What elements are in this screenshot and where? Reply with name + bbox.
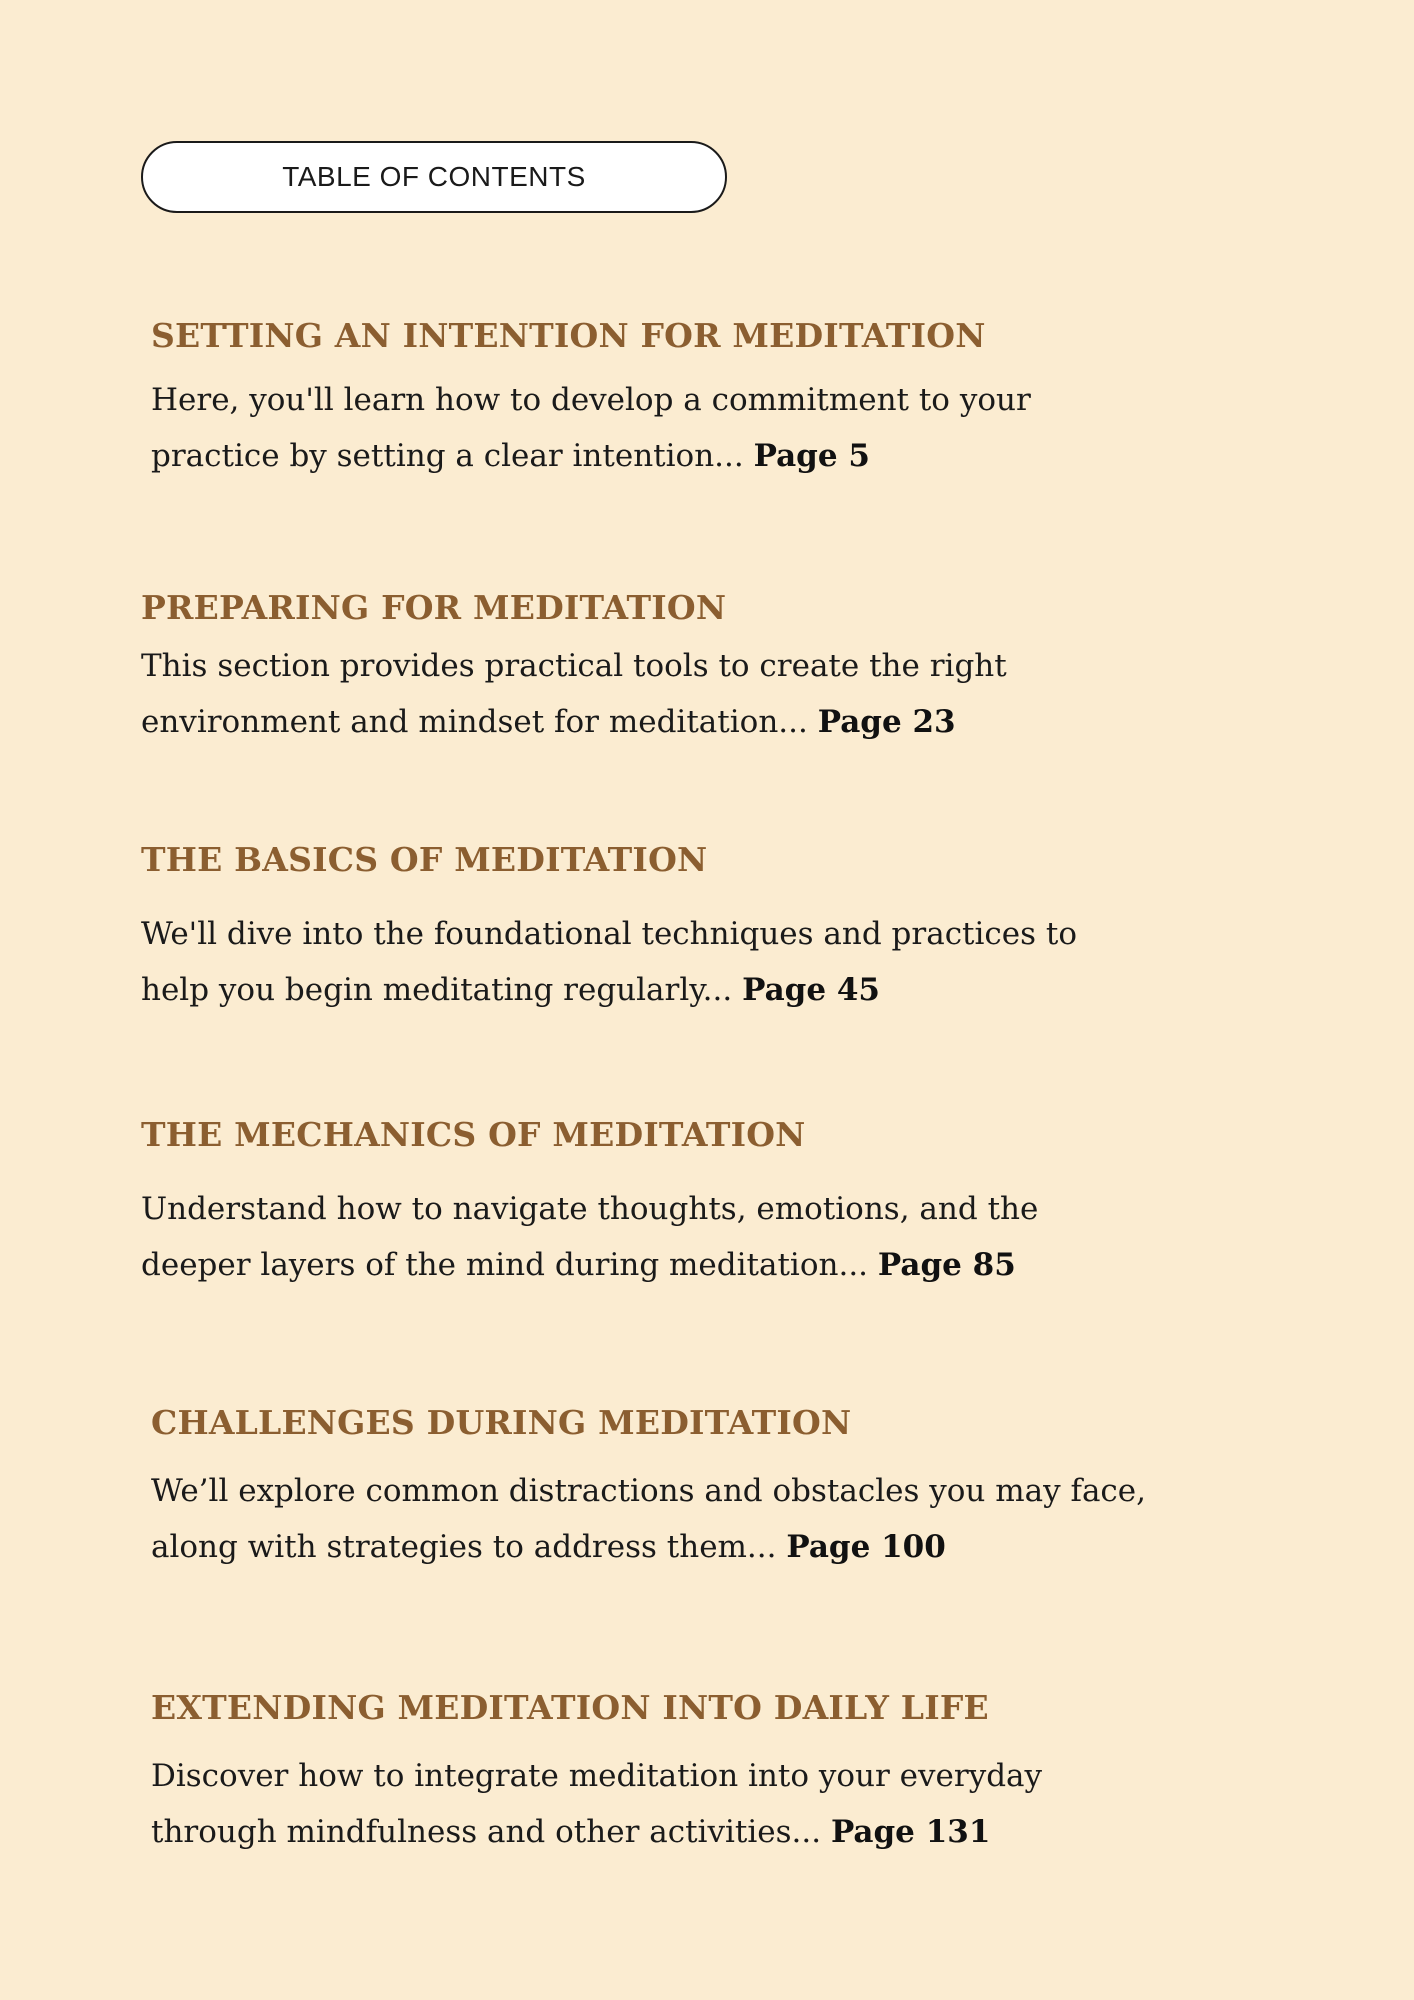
toc-entry-intention[interactable] xyxy=(151,316,1151,484)
toc-entry-title: PREPARING FOR MEDITATION xyxy=(141,588,727,627)
toc-entry-page-number[interactable]: Page 85 xyxy=(877,1246,1016,1283)
toc-entry-description-text: This section provides practical tools to create the right environment and mindset for meditation... xyxy=(141,647,1007,740)
toc-entry-daily-life[interactable] xyxy=(151,1688,1151,1860)
toc-entry-challenges[interactable] xyxy=(151,1403,1151,1575)
toc-entry-description-text: Discover how to integrate meditation into your everyday through mindfulness and other activities... xyxy=(151,1757,1043,1850)
toc-entry-title: THE MECHANICS OF MEDITATION xyxy=(141,1115,806,1154)
toc-entry-title: SETTING AN INTENTION FOR MEDITATION xyxy=(151,316,986,355)
table-of-contents-text: TABLE OF CONTENTS xyxy=(282,161,586,192)
toc-entry-mechanics[interactable] xyxy=(141,1115,1141,1293)
toc-entry-title: CHALLENGES DURING MEDITATION xyxy=(151,1403,852,1442)
toc-entry-basics[interactable] xyxy=(141,840,1141,1018)
toc-entry-description xyxy=(151,372,1071,484)
toc-entry-preparing[interactable] xyxy=(141,588,1141,750)
toc-entry-description-text: Here, you'll learn how to develop a commitment to your practice by setting a clear intention... xyxy=(151,381,1031,474)
toc-entry-page-number[interactable]: Page 5 xyxy=(753,437,870,474)
toc-entry-description-text: Understand how to navigate thoughts, emotions, and the deeper layers of the mind during meditation... xyxy=(141,1190,1039,1283)
toc-entry-page-number[interactable]: Page 100 xyxy=(786,1528,946,1565)
toc-entry-description xyxy=(141,638,1041,750)
toc-entry-description-text: We'll dive into the foundational techniques and practices to help you begin meditating regularly... xyxy=(141,915,1078,1008)
toc-entry-title: THE BASICS OF MEDITATION xyxy=(141,840,708,879)
toc-entry-description xyxy=(141,1181,1081,1293)
toc-entry-description xyxy=(151,1463,1161,1575)
toc-entry-page-number[interactable]: Page 45 xyxy=(742,971,880,1008)
toc-entry-page-number[interactable]: Page 131 xyxy=(830,1813,991,1850)
toc-entry-title: EXTENDING MEDITATION INTO DAILY LIFE xyxy=(151,1688,989,1727)
toc-entry-description xyxy=(141,906,1121,1018)
toc-entry-description-text: We’ll explore common distractions and obstacles you may face, along with strategies to address them... xyxy=(151,1472,1146,1565)
table-of-contents-label xyxy=(141,141,727,213)
toc-entry-page-number[interactable]: Page 23 xyxy=(817,703,956,740)
toc-entry-description xyxy=(151,1748,1111,1860)
